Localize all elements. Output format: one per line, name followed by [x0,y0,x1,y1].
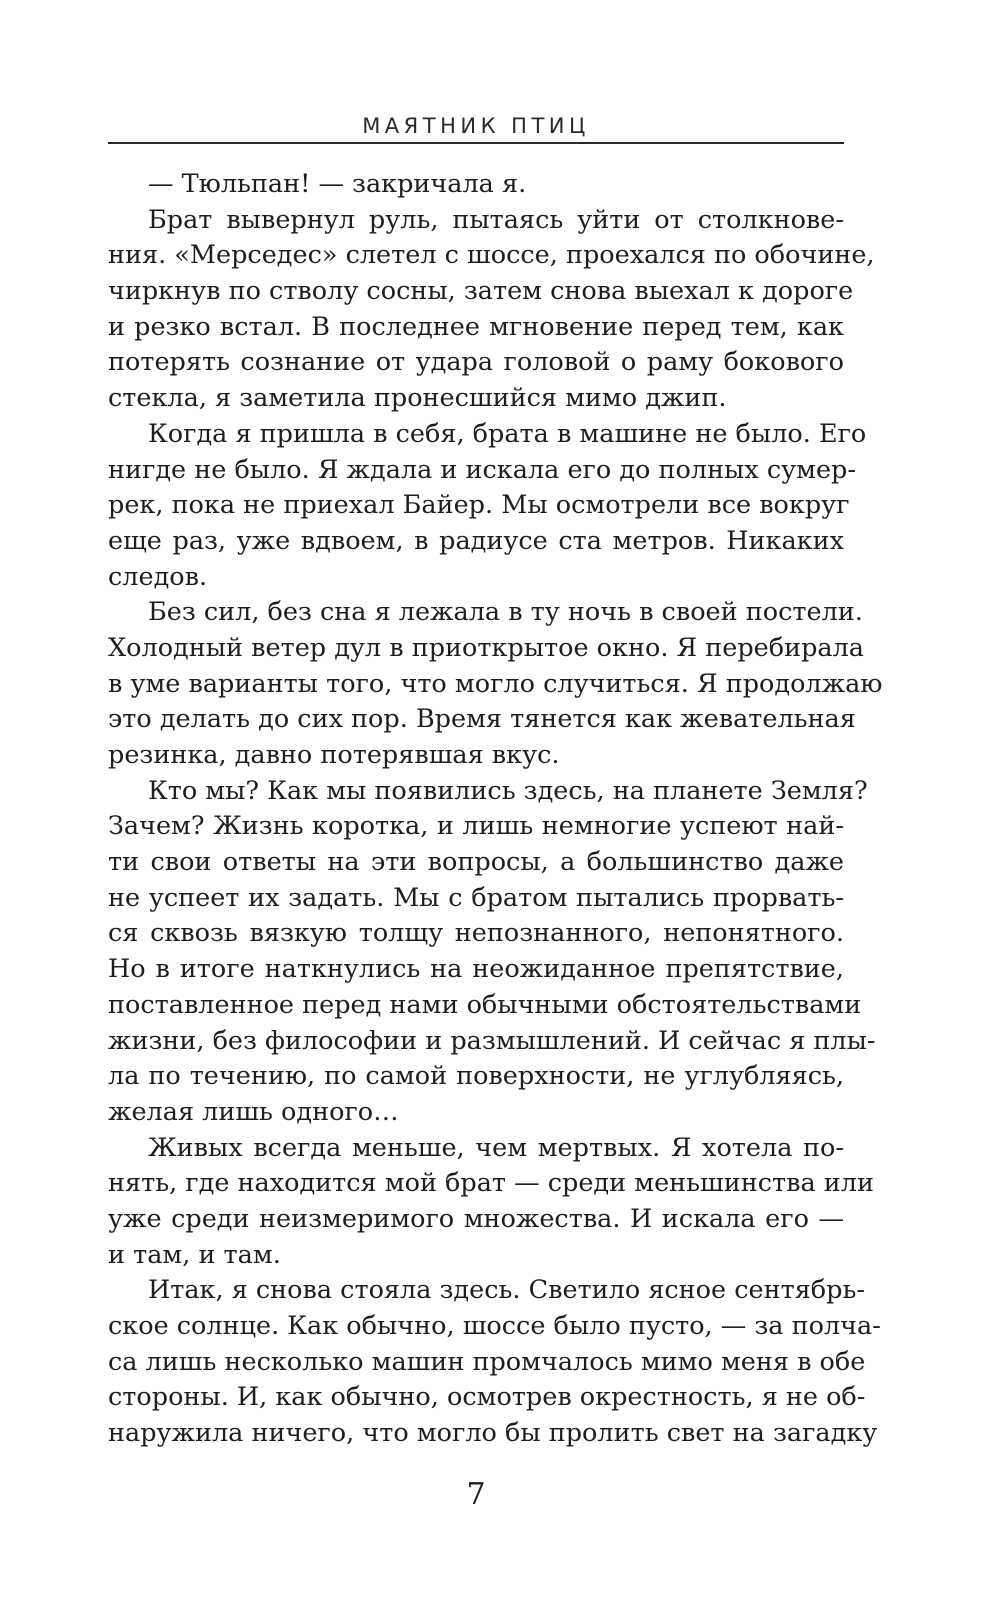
text-line: потерять сознание от удара головой о раму бокового [108,347,844,378]
text-line: желая лишь одного… [108,1096,399,1127]
text-line: чиркнув по стволу сосны, затем снова выехал к дороге [108,276,854,307]
text-line: нять, где находится мой брат — среди меньшинства или [108,1168,874,1199]
text-line: ское солнце. Как обычно, шоссе было пусто, — за полча- [108,1311,881,1341]
text-line: Холодный ветер дул в приоткрытое окно. Я перебирала [108,632,865,663]
text-line: и там, и там. [108,1239,281,1270]
page-number: 7 [466,1477,486,1512]
text-line: ти свои ответы на эти вопросы, а большинство даже [108,847,844,878]
text-line: нигде не было. Я ждала и искала его до полных сумер- [108,454,856,485]
text-line: наружила ничего, что могло бы пролить свет на загадку [108,1418,878,1449]
text-line: Живых всегда меньше, чем мертвых. Я хотела по- [148,1132,844,1163]
text-line: стороны. И, как обычно, осмотрев окрестность, я не об- [108,1382,866,1413]
text-line: Кто мы? Как мы появились здесь, на планете Земля? [148,775,868,806]
text-line: са лишь несколько машин промчалось мимо меня в обе [108,1346,866,1377]
text-line: ла по течению, по самой поверхности, не углубляясь, [108,1061,844,1092]
text-line: ся сквозь вязкую толщу непознанного, непонятного. [108,918,844,949]
text-line: и резко встал. В последнее мгновение перед тем, как [108,311,844,342]
text-line: резинка, давно потерявшая вкус. [108,740,560,770]
text-line: еще раз, уже вдвоем, в радиусе ста метров. Никаких [108,525,844,556]
text-line: Без сил, без сна я лежала в ту ночь в своей постели. [148,597,863,628]
text-line: рек, пока не приехал Байер. Мы осмотрели все вокруг [108,490,850,521]
body-text [108,167,883,1452]
text-line: Зачем? Жизнь коротка, и лишь немногие успеют най- [108,811,844,842]
text-line: Итак, я снова стояла здесь. Светило ясное сентябрь- [148,1275,865,1306]
text-line: в уме варианты того, что могло случиться. Я продолжаю [108,668,883,699]
text-line: не успеет их задать. Мы с братом пытались прорвать- [108,882,844,913]
text-line: следов. [108,561,208,592]
text-line: это делать до сих пор. Время тянется как жевательная [108,704,856,735]
text-line: ния. «Мерседес» слетел с шоссе, проехался по обочине, [108,240,875,271]
text-line: уже среди неизмеримого множества. И искала его — [108,1203,844,1234]
header-rule [108,142,844,144]
text-line: Брат вывернул руль, пытаясь уйти от столкнове- [148,204,844,235]
text-line: Но в итоге наткнулись на неожиданное препятствие, [108,954,844,985]
text-line: жизни, без философии и размышлений. И сейчас я плы- [108,1025,876,1056]
running-head-title: МАЯТНИК ПТИЦ [362,114,590,138]
text-line: Когда я пришла в себя, брата в машине не было. Его [148,418,867,449]
text-line: поставленное перед нами обычными обстоятельствами [108,989,862,1020]
text-line: стекла, я заметила пронесшийся мимо джип. [108,383,727,414]
text-line: — Тюльпан! — закричала я. [148,169,527,199]
